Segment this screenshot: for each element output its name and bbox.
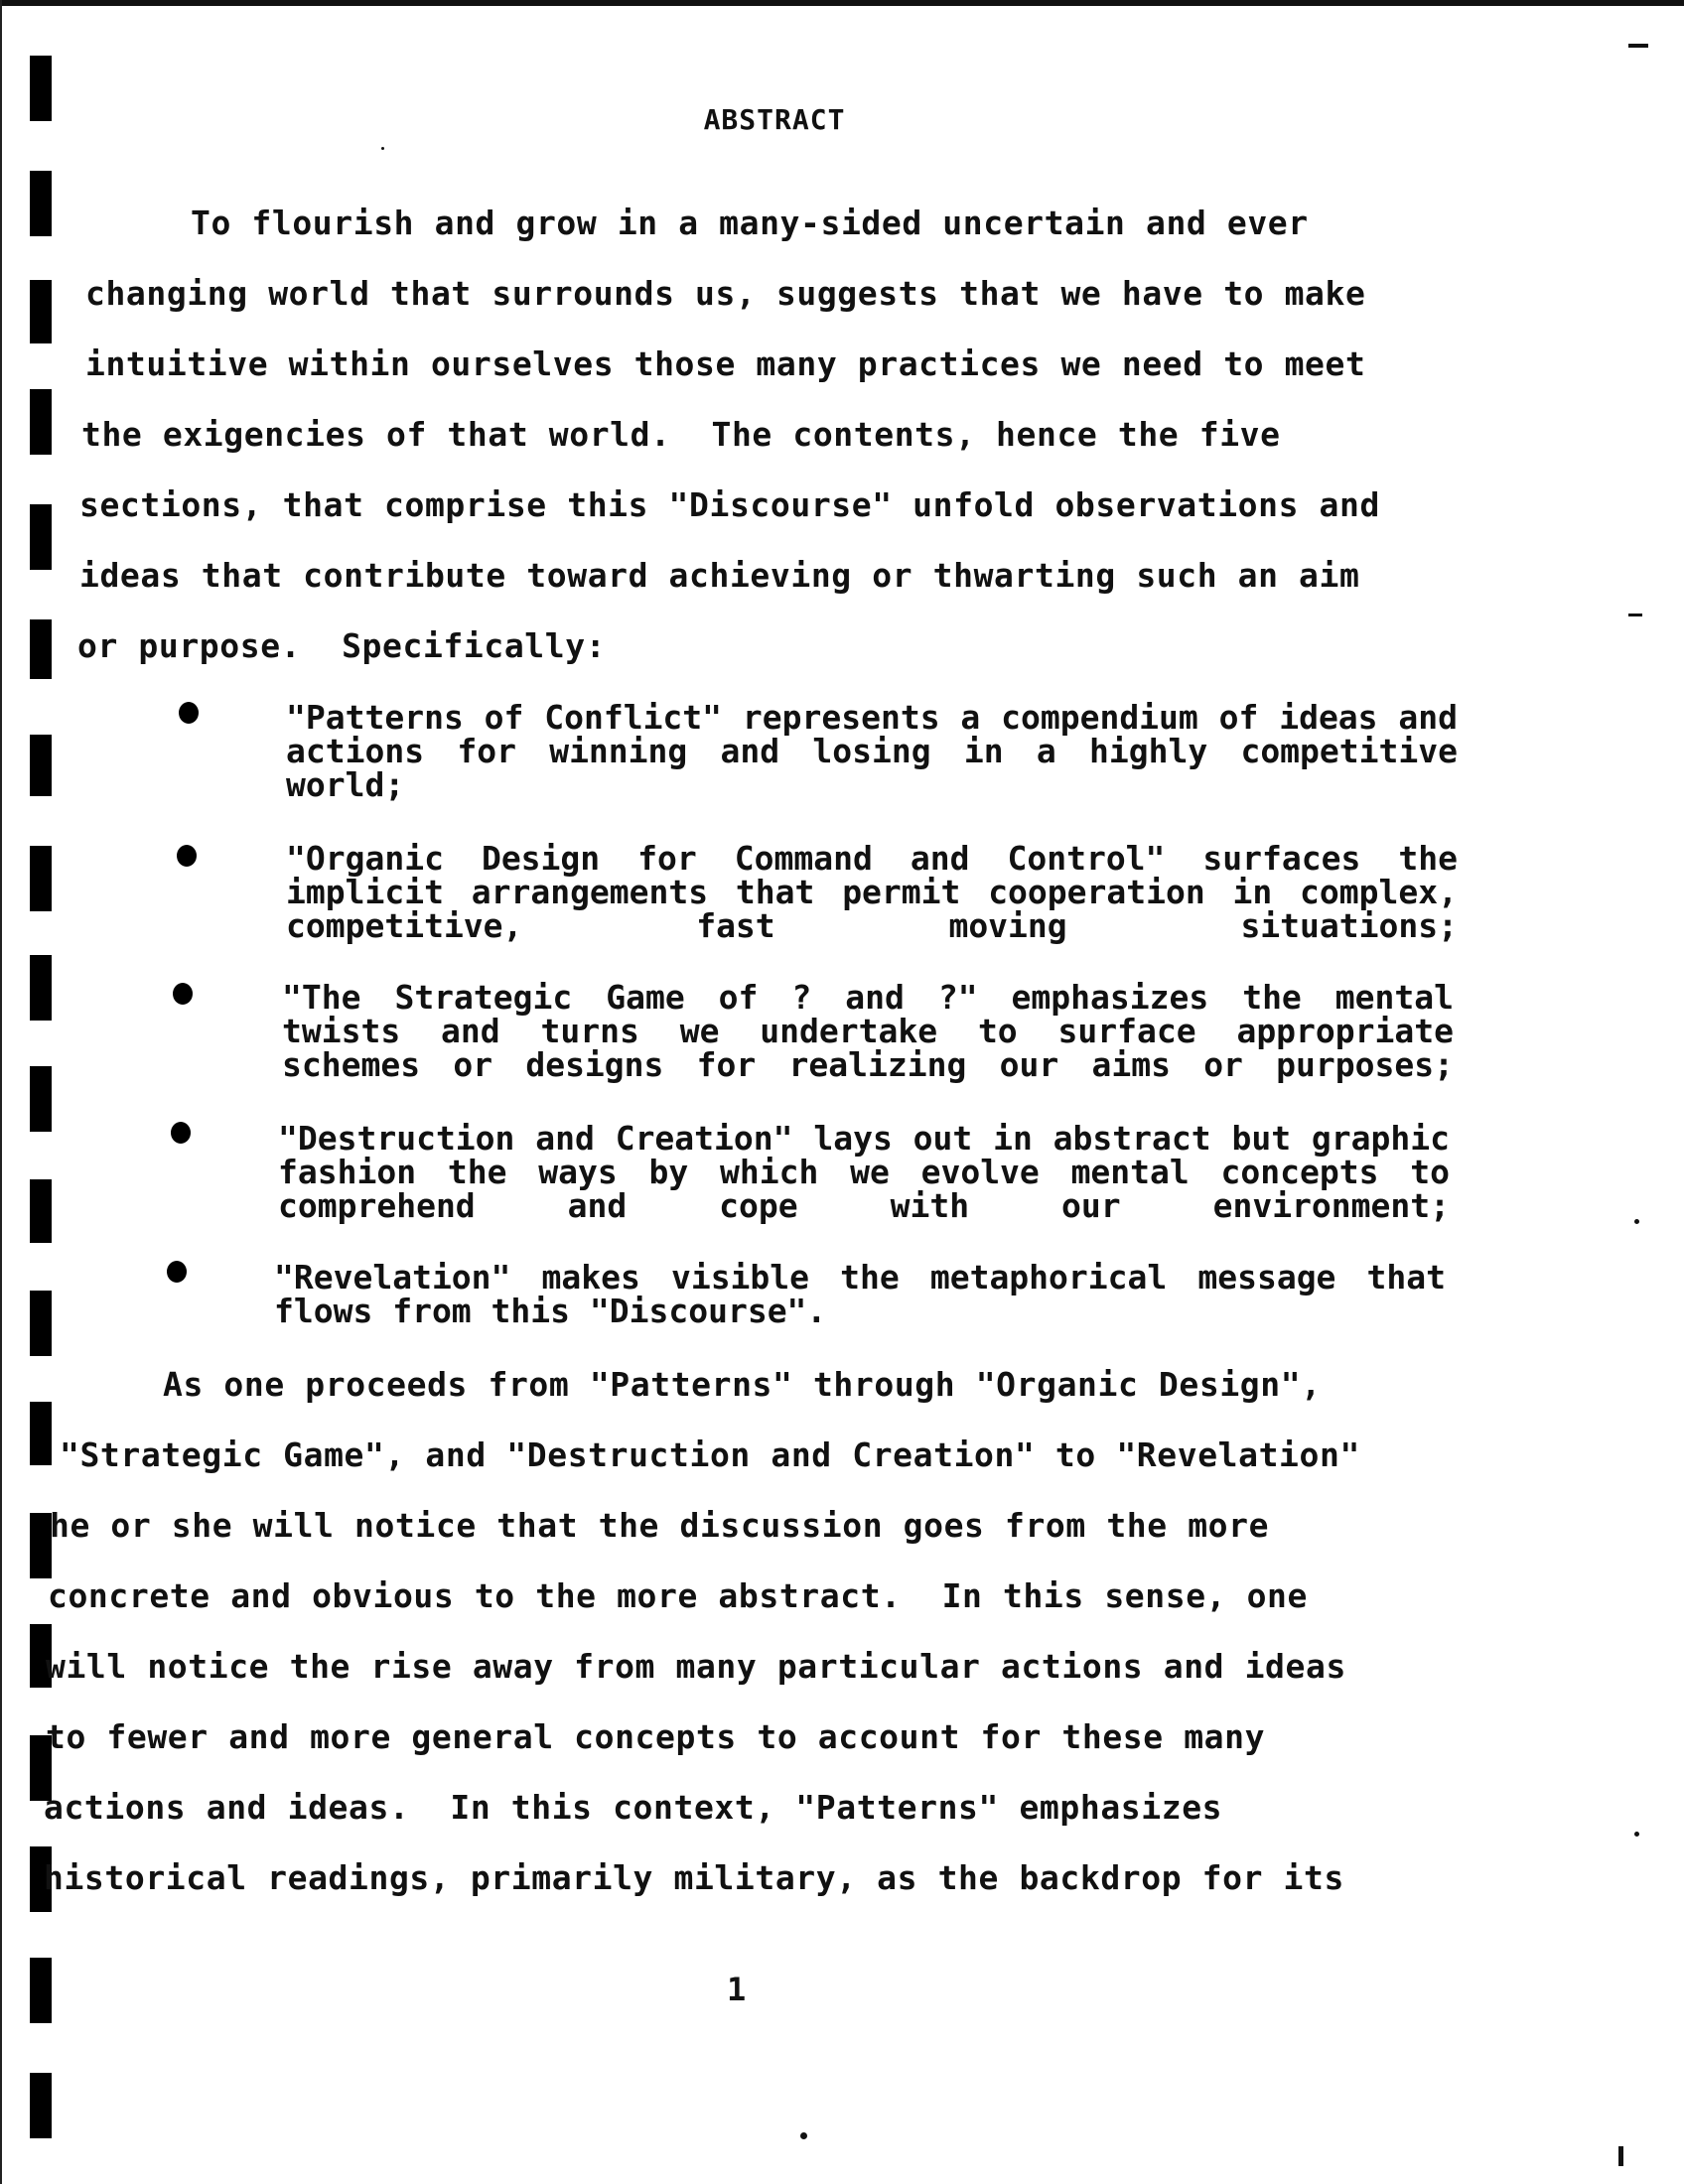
- margin-bar: [30, 846, 52, 911]
- margin-bar: [30, 1179, 52, 1243]
- bullet-icon: [173, 983, 193, 1005]
- bullet-item: "Revelation" makes visible the metaphorical message that flows from this "Discourse".: [274, 1258, 1446, 1330]
- closing-line: to fewer and more general concepts to account for these many: [46, 1717, 1266, 1756]
- margin-bar: [30, 1291, 52, 1356]
- intro-line: intuitive within ourselves those many practices we need to meet: [85, 344, 1366, 383]
- margin-bar: [30, 1513, 52, 1578]
- document-title: ABSTRACT: [703, 103, 846, 136]
- closing-line: will notice the rise away from many particular actions and ideas: [46, 1647, 1346, 1686]
- page-number: 1: [727, 1971, 747, 2008]
- intro-line: the exigencies of that world. The contents, hence the five: [81, 415, 1281, 454]
- bullet-icon: [177, 845, 197, 867]
- scan-speck: [381, 147, 384, 150]
- scan-speck: [1628, 614, 1642, 616]
- scan-edge-left: [0, 0, 2, 2184]
- margin-bar: [30, 1066, 52, 1132]
- intro-line: To flourish and grow in a many-sided uncertain and ever: [191, 204, 1309, 242]
- scan-speck: [800, 2132, 807, 2139]
- bullet-item: "Organic Design for Command and Control" surfaces the implicit arrangements that permit cooperation in complex, competitive, fast moving situations;: [286, 839, 1458, 945]
- bullet-icon: [171, 1122, 191, 1144]
- bullet-item: "The Strategic Game of ? and ?" emphasizes the mental twists and turns we undertake to surface appropriate schemes or designs for realizing our aims or purposes;: [282, 978, 1454, 1084]
- closing-line: he or she will notice that the discussion goes from the more: [50, 1506, 1270, 1545]
- intro-line: changing world that surrounds us, suggests that we have to make: [85, 274, 1366, 313]
- margin-bar: [30, 389, 52, 455]
- margin-bar: [30, 2073, 52, 2138]
- bullet-icon: [179, 702, 199, 724]
- margin-bar: [30, 735, 52, 796]
- bullet-icon: [167, 1261, 187, 1283]
- bullet-item: "Destruction and Creation" lays out in abstract but graphic fashion the ways by which we evolve mental concepts to comprehend and cope with our environment;: [278, 1119, 1450, 1225]
- margin-bar: [30, 955, 52, 1021]
- scan-edge-top: [0, 0, 1684, 6]
- intro-line: or purpose. Specifically:: [77, 626, 607, 665]
- margin-bar: [30, 280, 52, 343]
- closing-line: "Strategic Game", and "Destruction and Creation" to "Revelation": [60, 1435, 1360, 1474]
- margin-bar: [30, 1958, 52, 2023]
- scan-speck: [1634, 1219, 1639, 1224]
- closing-line: historical readings, primarily military, as the backdrop for its: [44, 1858, 1344, 1897]
- intro-line: ideas that contribute toward achieving or thwarting such an aim: [79, 556, 1360, 595]
- margin-bar: [30, 619, 52, 679]
- margin-bar: [30, 1402, 52, 1465]
- intro-line: sections, that comprise this "Discourse" unfold observations and: [79, 485, 1380, 524]
- closing-line: actions and ideas. In this context, "Patterns" emphasizes: [44, 1788, 1223, 1827]
- scan-speck: [1628, 44, 1648, 48]
- bullet-item: "Patterns of Conflict" represents a compendium of ideas and actions for winning and losing in a highly competitive world;: [286, 698, 1458, 804]
- closing-line: concrete and obvious to the more abstract. In this sense, one: [48, 1576, 1308, 1615]
- margin-bar: [30, 171, 52, 236]
- margin-bar: [30, 504, 52, 570]
- scan-speck: [1618, 2146, 1623, 2166]
- scan-speck: [1634, 1832, 1639, 1837]
- closing-line: As one proceeds from "Patterns" through "Organic Design",: [163, 1365, 1322, 1404]
